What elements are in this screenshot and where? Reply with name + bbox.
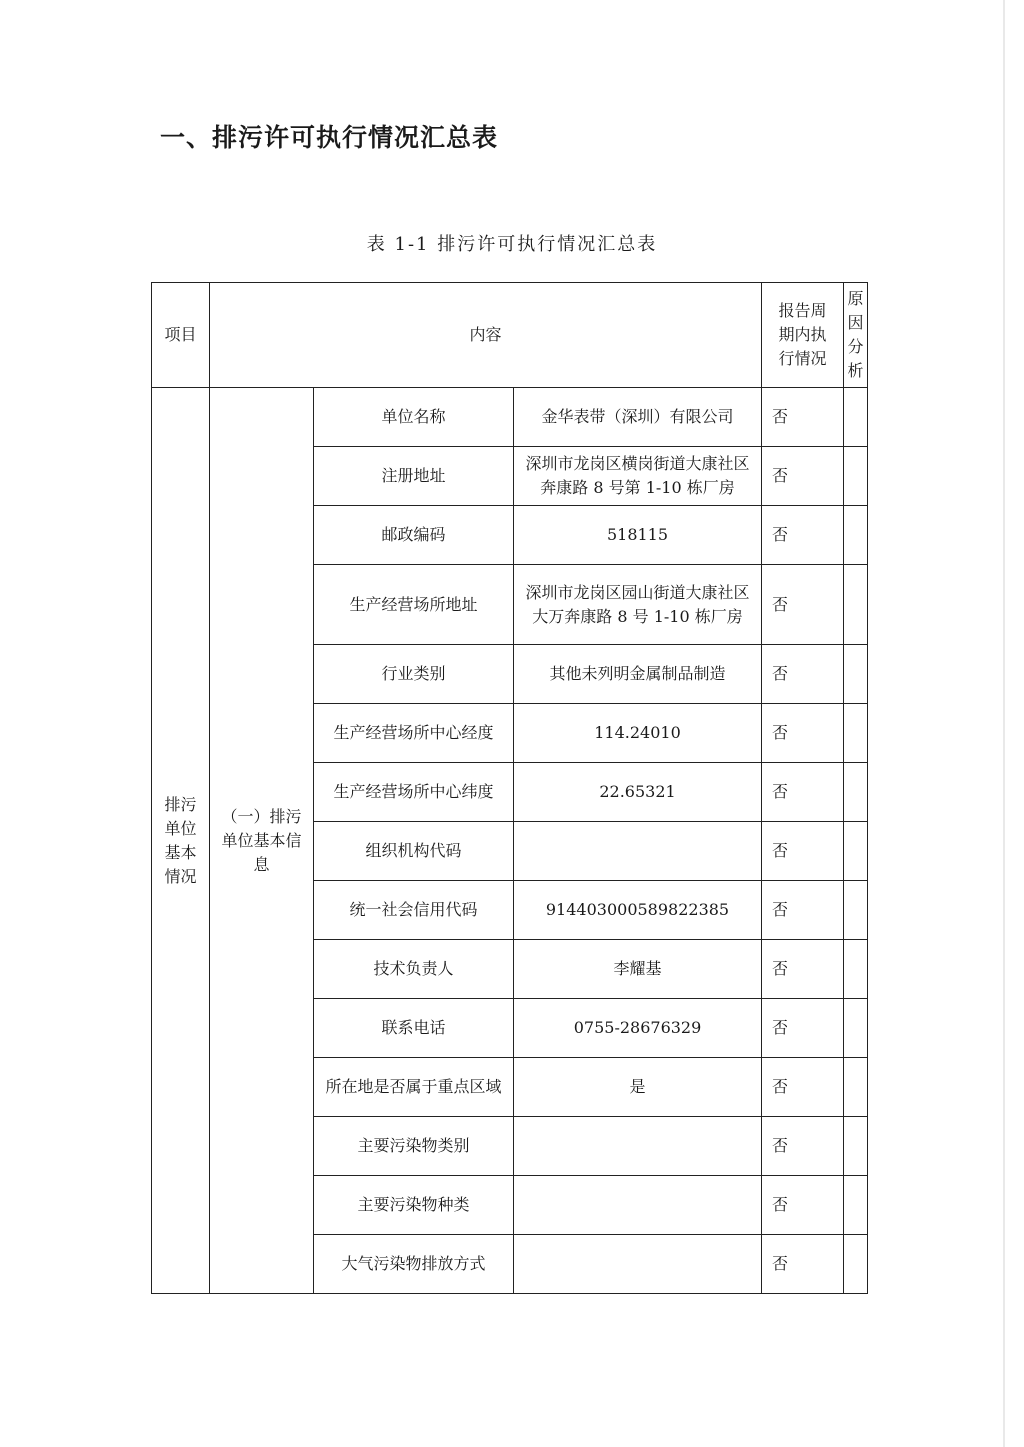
row-label: 所在地是否属于重点区域 — [314, 1058, 514, 1117]
row-label: 生产经营场所中心经度 — [314, 704, 514, 763]
row-value — [514, 1117, 762, 1176]
row-value: 李耀基 — [514, 940, 762, 999]
row-status: 否 — [762, 763, 844, 822]
row-label: 注册地址 — [314, 447, 514, 506]
row-label: 生产经营场所地址 — [314, 565, 514, 645]
row-value — [514, 822, 762, 881]
row-label: 统一社会信用代码 — [314, 881, 514, 940]
row-reason — [844, 447, 868, 506]
row-value: 是 — [514, 1058, 762, 1117]
row-label: 行业类别 — [314, 645, 514, 704]
row-value: 深圳市龙岗区横岗街道大康社区奔康路 8 号第 1-10 栋厂房 — [514, 447, 762, 506]
row-value: 0755-28676329 — [514, 999, 762, 1058]
header-content: 内容 — [210, 283, 762, 388]
row-reason — [844, 1176, 868, 1235]
row-status: 否 — [762, 1058, 844, 1117]
row-value — [514, 1235, 762, 1294]
permit-summary-table — [151, 282, 868, 1294]
row-label: 主要污染物类别 — [314, 1117, 514, 1176]
row-status: 否 — [762, 645, 844, 704]
row-reason — [844, 645, 868, 704]
subcategory-cell: （一）排污单位基本信息 — [210, 388, 314, 1294]
category-cell: 排污单位基本情况 — [152, 388, 210, 1294]
row-value: 其他未列明金属制品制造 — [514, 645, 762, 704]
row-reason — [844, 704, 868, 763]
row-status: 否 — [762, 388, 844, 447]
header-status: 报告周期内执行情况 — [762, 283, 844, 388]
row-label: 单位名称 — [314, 388, 514, 447]
row-value: 114.24010 — [514, 704, 762, 763]
table-row — [152, 388, 868, 447]
header-item: 项目 — [152, 283, 210, 388]
row-status: 否 — [762, 822, 844, 881]
scan-edge-line — [1003, 0, 1005, 1447]
row-reason — [844, 822, 868, 881]
row-reason — [844, 506, 868, 565]
row-status: 否 — [762, 1235, 844, 1294]
row-value: 914403000589822385 — [514, 881, 762, 940]
row-status: 否 — [762, 1117, 844, 1176]
row-value: 金华表带（深圳）有限公司 — [514, 388, 762, 447]
row-status: 否 — [762, 506, 844, 565]
row-label: 生产经营场所中心纬度 — [314, 763, 514, 822]
row-label: 技术负责人 — [314, 940, 514, 999]
row-status: 否 — [762, 447, 844, 506]
row-reason — [844, 940, 868, 999]
row-status: 否 — [762, 940, 844, 999]
row-reason — [844, 1117, 868, 1176]
row-reason — [844, 565, 868, 645]
row-label: 大气污染物排放方式 — [314, 1235, 514, 1294]
row-label: 联系电话 — [314, 999, 514, 1058]
row-reason — [844, 763, 868, 822]
row-label: 组织机构代码 — [314, 822, 514, 881]
row-value: 深圳市龙岗区园山街道大康社区大万奔康路 8 号 1-10 栋厂房 — [514, 565, 762, 645]
row-status: 否 — [762, 881, 844, 940]
table-caption: 表 1-1 排污许可执行情况汇总表 — [366, 234, 658, 255]
row-reason — [844, 1058, 868, 1117]
header-row — [152, 283, 868, 388]
row-value: 518115 — [514, 506, 762, 565]
row-label: 主要污染物种类 — [314, 1176, 514, 1235]
row-status: 否 — [762, 704, 844, 763]
row-reason — [844, 1235, 868, 1294]
row-status: 否 — [762, 999, 844, 1058]
row-value — [514, 1176, 762, 1235]
row-status: 否 — [762, 565, 844, 645]
row-status: 否 — [762, 1176, 844, 1235]
section-heading: 一、排污许可执行情况汇总表 — [160, 123, 499, 152]
row-value: 22.65321 — [514, 763, 762, 822]
row-reason — [844, 388, 868, 447]
row-reason — [844, 999, 868, 1058]
row-reason — [844, 881, 868, 940]
row-label: 邮政编码 — [314, 506, 514, 565]
header-reason: 原因分析 — [844, 283, 868, 388]
